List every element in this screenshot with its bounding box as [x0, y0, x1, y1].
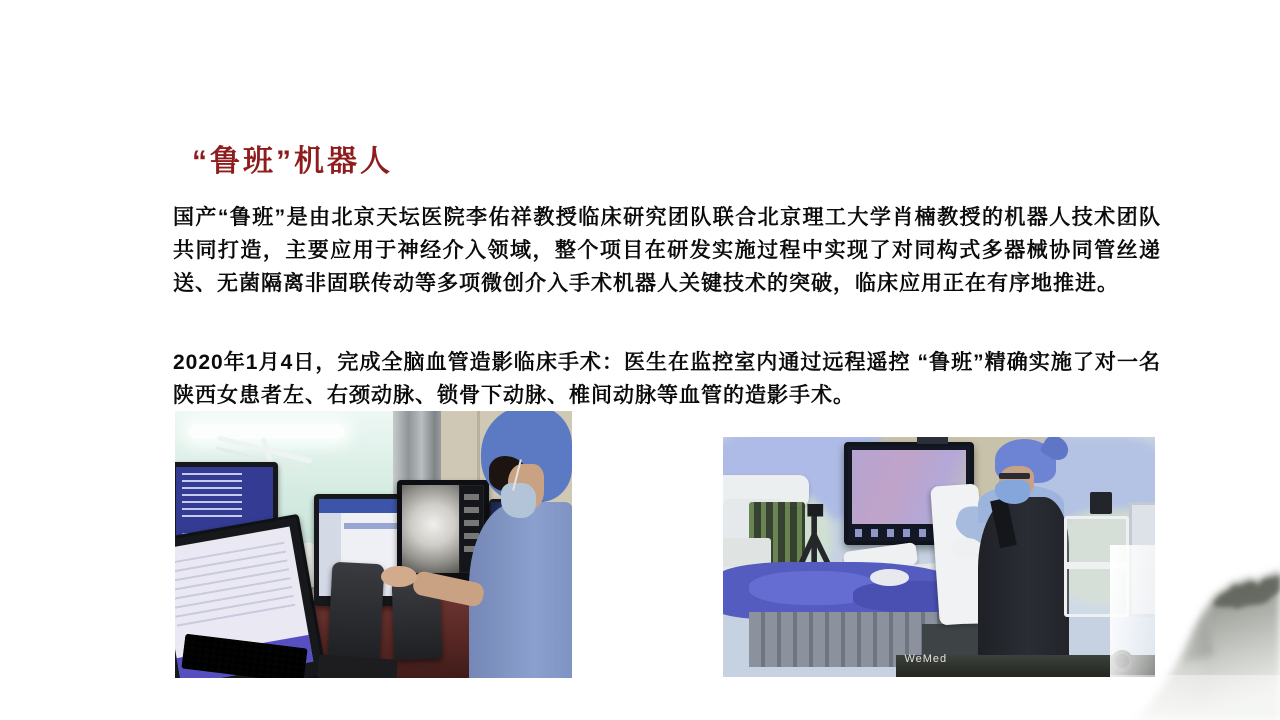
doctor-mask [995, 480, 1030, 504]
doctor-lead-vest [978, 497, 1069, 677]
operating-room-photo [723, 437, 1155, 677]
slide-title: “鲁班”机器人 [192, 145, 393, 178]
ceiling-light [189, 424, 346, 439]
wemed-watermark: WeMed [904, 653, 948, 665]
doctor-glasses [999, 473, 1029, 479]
ink-mountain-decoration [1110, 545, 1280, 720]
doctor-mask [501, 483, 537, 518]
robot-control-console [327, 562, 384, 661]
doctor-torso [469, 502, 572, 678]
control-room-photo [175, 411, 572, 678]
intro-paragraph: 国产“鲁班”是由北京天坛医院李佑祥教授临床研究团队联合北京理工大学肖楠教授的机器人技术团队共同打造，主要应用于神经介入领域，整个项目在研发实施过程中实现了对同构式多器械协同管丝递送、无菌隔离非固联传动等多项微创介入手术机器人关键技术的突破，临床应用正在有序地推进。 [173, 206, 1161, 295]
camera-on-cart [1090, 492, 1112, 514]
surgery-paragraph: 2020年1月4日，完成全脑血管造影临床手术：医生在监控室内通过远程遥控 “鲁班”精确实施了对一名陕西女患者左、右颈动脉、锁骨下动脉、椎间动脉等血管的造影手术。 [173, 351, 1161, 407]
draped-instrument [870, 569, 909, 586]
monitor-mount [917, 437, 947, 444]
